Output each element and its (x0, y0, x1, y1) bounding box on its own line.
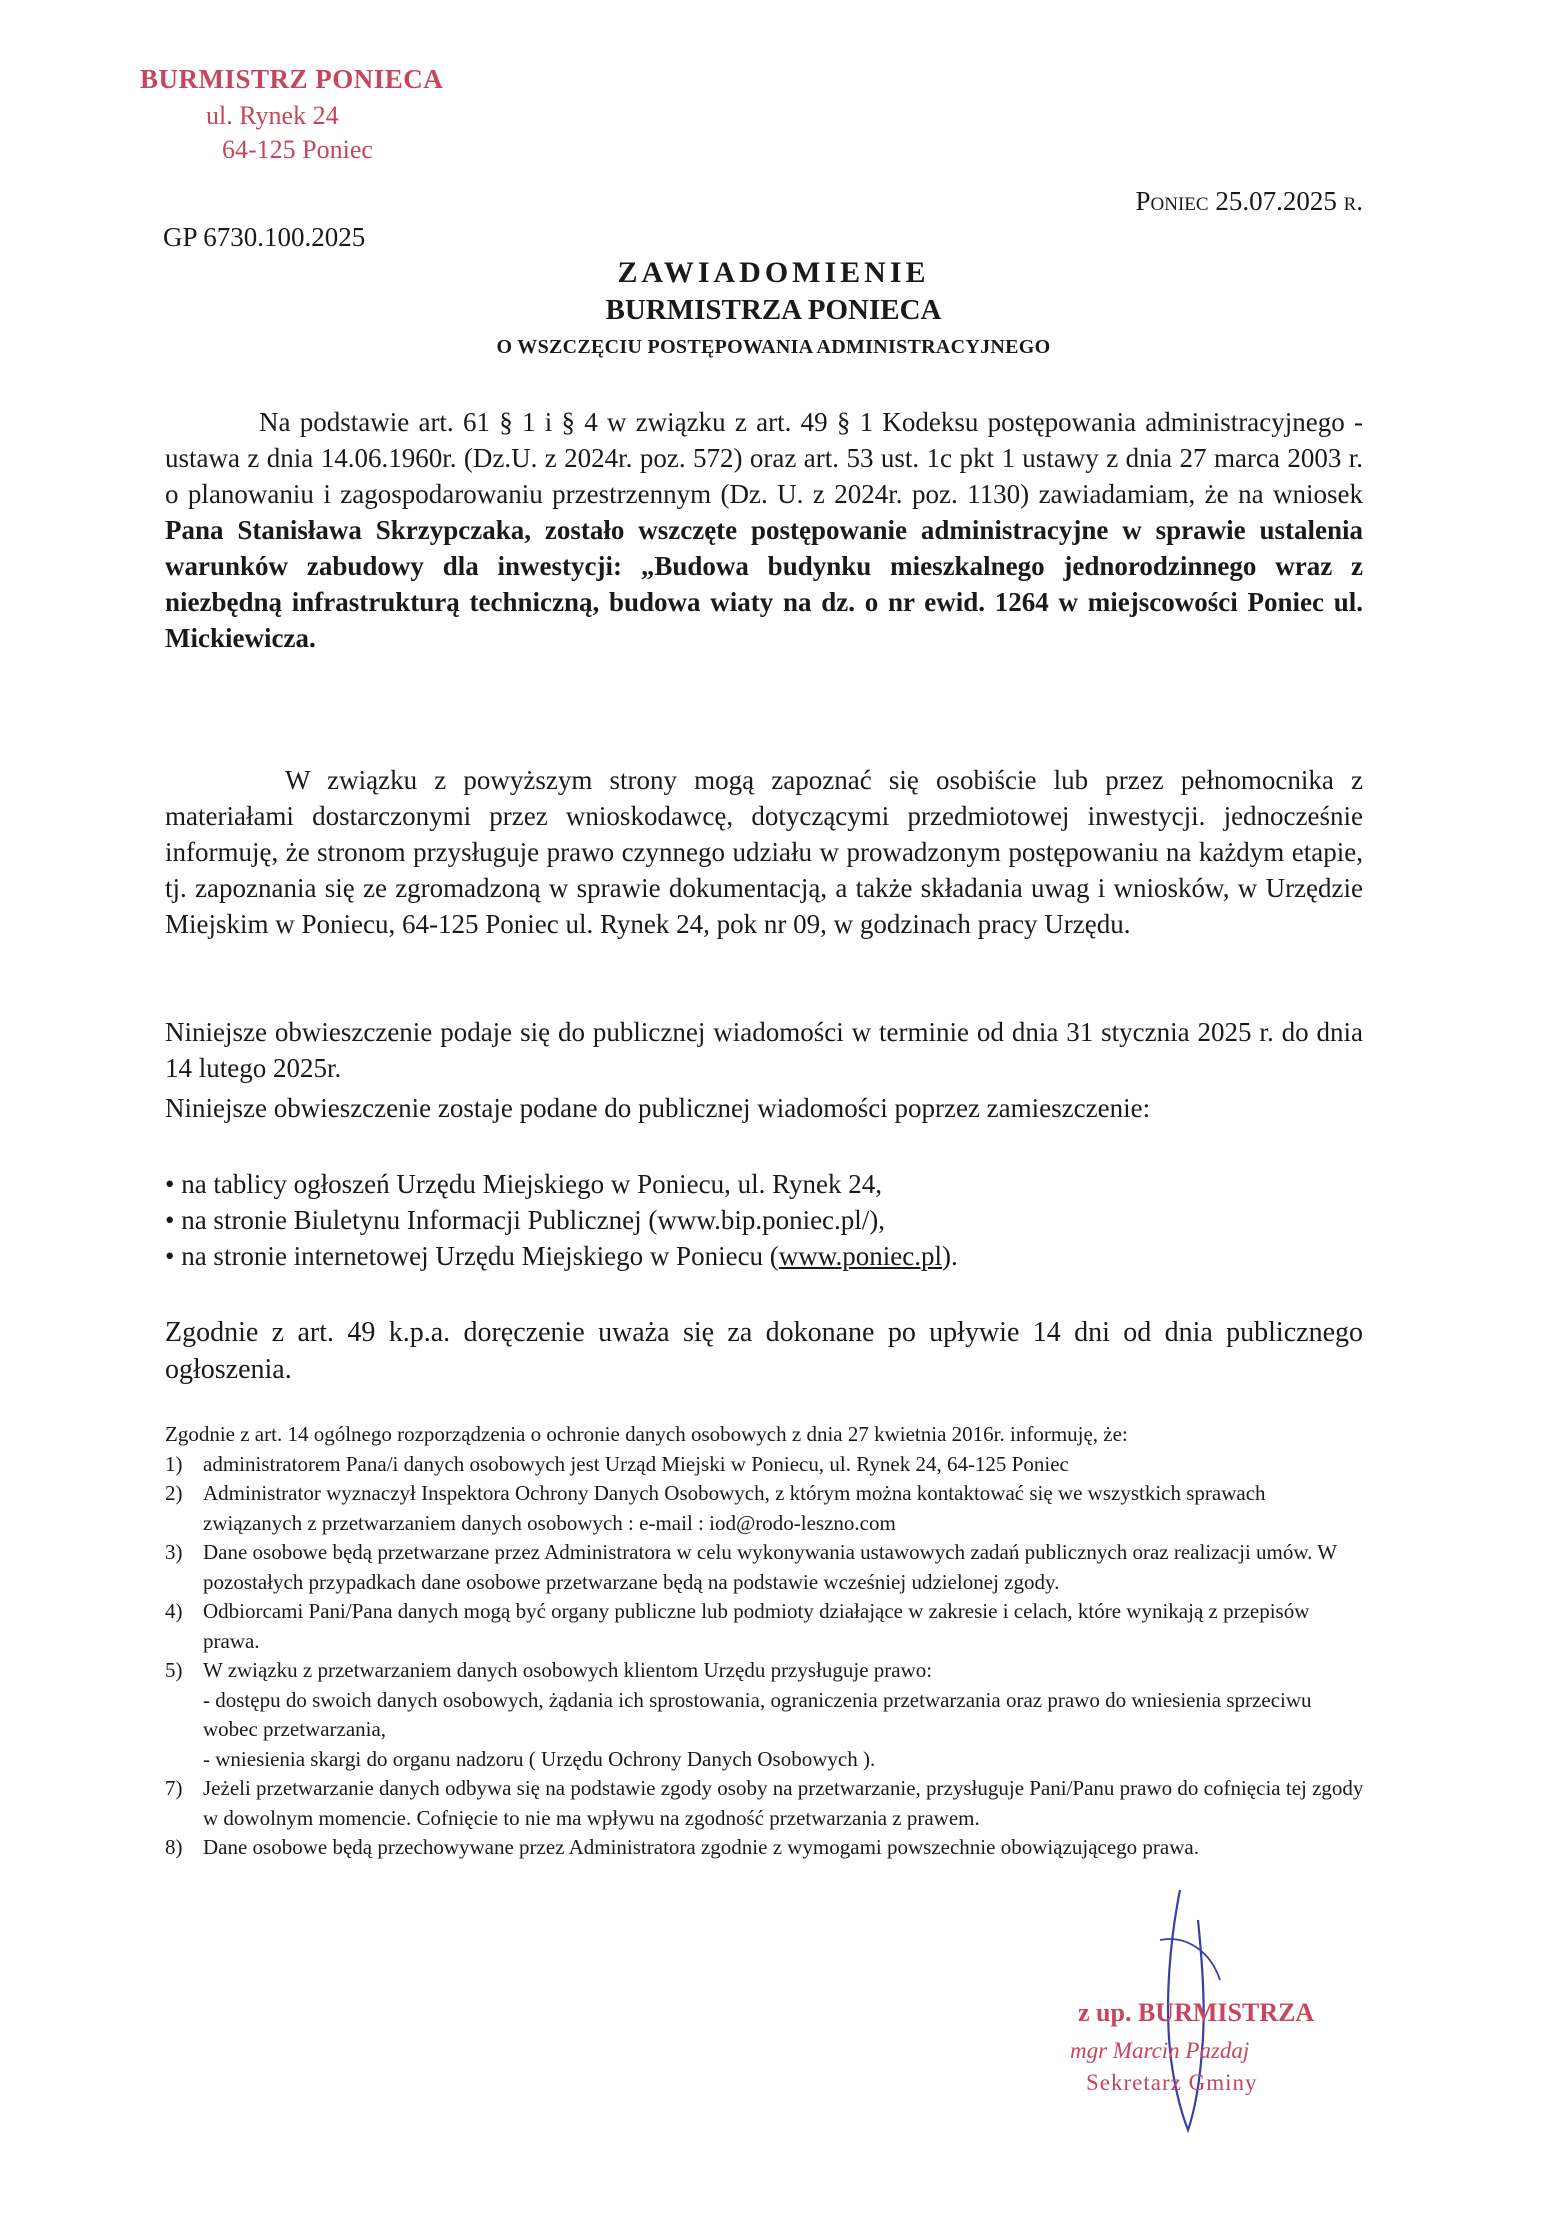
document-subtitle: O WSZCZĘCIU POSTĘPOWANIA ADMINISTRACYJNEGO (496, 336, 1051, 358)
list-subitem: - wniesienia skargi do organu nadzoru ( Urzędu Ochrony Danych Osobowych ). (203, 1746, 876, 1771)
list-item: 3) Dane osobowe będą przetwarzane przez Administratora w celu wykonywania ustawowych zadań publicznych oraz realizacji umów. W pozostałych przypadkach dane osobowe przetwarzane będą na podstawie wcześniej udzielonej zgody. (165, 1540, 1337, 1594)
publication-list (165, 1166, 958, 1274)
signature-authority: z up. BURMISTRZA (1078, 1998, 1315, 2027)
list-item: • na stronie internetowej Urzędu Miejskiego w Poniecu (www.poniec.pl). (165, 1241, 958, 1271)
paragraph-legal-basis (165, 404, 1363, 656)
document-title: ZAWIADOMIENIE (617, 256, 930, 289)
list-item: • na stronie Biuletynu Informacji Publicznej (www.bip.poniec.pl/), (165, 1205, 886, 1235)
paragraph-delivery: Zgodnie z art. 49 k.p.a. doręczenie uważa się za dokonane po upływie 14 dni od dnia publicznego ogłoszenia. (165, 1317, 1363, 1385)
list-item: 1) administratorem Pana/i danych osobowych jest Urząd Miejski w Poniecu, ul. Rynek 24, 64-125 Poniec (165, 1451, 1069, 1476)
paragraph-rights (165, 762, 1363, 942)
list-item: • na tablicy ogłoszeń Urzędu Miejskiego w Poniecu, ul. Rynek 24, (165, 1169, 882, 1199)
document-date: Poniec 25.07.2025 r. (1135, 186, 1363, 216)
list-subitem: - dostępu do swoich danych osobowych, żądania ich sprostowania, ograniczenia przetwarzania oraz prawo do wniesienia sprzeciwu wobec przetwarzania, (203, 1687, 1312, 1741)
reference-number: GP 6730.100.2025 (163, 222, 366, 252)
list-item: 5) W związku z przetwarzaniem danych osobowych klientom Urzędu przysługuje prawo: (165, 1658, 933, 1682)
gdpr-notice (165, 1420, 1365, 1863)
stamp-line-1: BURMISTRZ PONIECA (140, 64, 444, 94)
paragraph-legal-basis-bold: Pana Stanisława Skrzypczaka, zostało wszczęte postępowanie administracyjne w sprawie ustalenia warunków zabudowy dla inwestycji: „Budowa budynku mieszkalnego jednorodzinnego wraz z niezbędną infrastrukturą techniczną, budowa wiaty na dz. o nr ewid. 1264 w miejscowości Poniec ul. Mickiewicza. (165, 515, 1363, 653)
paragraph-publication: Niniejsze obwieszczenie zostaje podane do publicznej wiadomości poprzez zamieszczenie: (165, 1093, 1151, 1123)
list-item: 2) Administrator wyznaczył Inspektora Ochrony Danych Osobowych, z którym można kontaktować się we wszystkich sprawach związanych z przetwarzaniem danych osobowych : e-mail : iod@rodo-leszno.com (165, 1481, 1266, 1535)
paragraph-legal-basis-text: Na podstawie art. 61 § 1 i § 4 w związku z art. 49 § 1 Kodeksu postępowania administracyjnego - ustawa z dnia 14.06.1960r. (Dz.U. z 2024r. poz. 572) oraz art. 53 ust. 1c pkt 1 ustawy z dnia 27 marca 2003 r. o planowaniu i zagospodarowaniu przestrzennym (Dz. U. z 2024r. poz. 1130) zawiadamiam, że na wniosek (165, 407, 1363, 509)
paragraph-term: Niniejsze obwieszczenie podaje się do publicznej wiadomości w terminie od dnia 31 stycznia 2025 r. do dnia 14 lutego 2025r. (165, 1017, 1363, 1083)
website-link[interactable]: www.poniec.pl (778, 1241, 943, 1271)
stamp-line-3: 64-125 Poniec (222, 135, 373, 164)
list-item: 7) Jeżeli przetwarzanie danych odbywa się na podstawie zgody osoby na przetwarzanie, przysługuje Pani/Panu prawo do cofnięcia tej zgody w dowolnym momencie. Cofnięcie to nie ma wpływu na zgodność przetwarzania z prawem. (165, 1776, 1364, 1830)
list-item: 4) Odbiorcami Pani/Pana danych mogą być organy publiczne lub podmioty działające w zakresie i celach, które wynikają z przepisów prawa. (165, 1599, 1310, 1653)
list-item: 8) Dane osobowe będą przechowywane przez Administratora zgodnie z wymogami powszechnie obowiązującego prawa. (165, 1835, 1199, 1859)
paragraph-rights-text: W związku z powyższym strony mogą zapoznać się osobiście lub przez pełnomocnika z materiałami dostarczonymi przez wnioskodawcę, dotyczącymi przedmiotowej inwestycji. jednocześnie informuję, że stronom przysługuje prawo czynnego udziału w prowadzonym postępowaniu na każdym etapie, tj. zapoznania się ze zgromadzoną w sprawie dokumentacją, a także składania uwag i wniosków, w Urzędzie Miejskim w Poniecu, 64-125 Poniec ul. Rynek 24, pok nr 09, w godzinach pracy Urzędu. (165, 765, 1363, 939)
signature-block (1070, 1998, 1314, 2096)
gdpr-intro: Zgodnie z art. 14 ogólnego rozporządzenia o ochronie danych osobowych z dnia 27 kwietnia 2016r. informuję, że: (165, 1422, 1128, 1446)
document-title-issuer: BURMISTRZA PONIECA (605, 294, 942, 326)
signatory-name: mgr Marcin Pazdaj (1070, 2038, 1250, 2063)
signatory-title: Sekretarz Gminy (1086, 2070, 1258, 2095)
stamp-line-2: ul. Rynek 24 (206, 101, 339, 130)
office-stamp (140, 64, 443, 165)
